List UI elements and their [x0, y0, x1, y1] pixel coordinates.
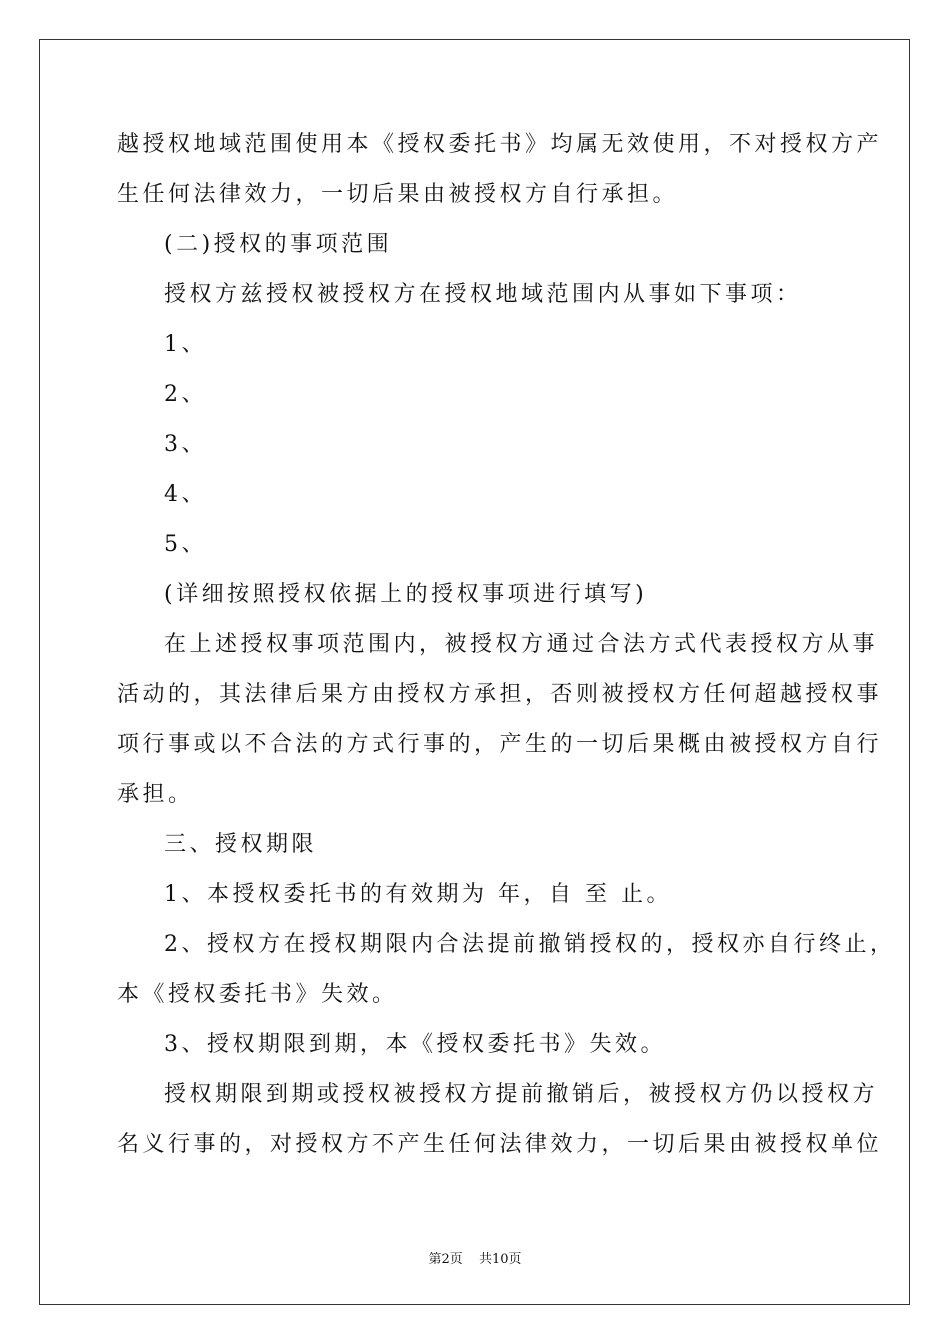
paragraph — [117, 1070, 883, 1170]
paragraph — [117, 370, 837, 420]
text-line: 三、授权期限 — [164, 832, 318, 857]
text-line: 名义行事的，对授权方不产生任何法律效力，一切后果由被授权单位 — [117, 1132, 883, 1157]
page-number: 第2页 — [428, 1252, 463, 1267]
text-line: 授权期限到期或授权被授权方提前撤销后，被授权方仍以授权方 — [164, 1082, 879, 1107]
text-line: 2、 — [164, 382, 207, 407]
paragraph — [117, 220, 837, 270]
text-line: 3、授权期限到期，本《授权委托书》失效。 — [164, 1032, 666, 1057]
paragraph — [117, 320, 837, 370]
text-line: 生任何法律效力，一切后果由被授权方自行承担。 — [117, 182, 679, 207]
text-line: 活动的，其法律后果方由授权方承担，否则被授权方任何超越授权事 — [117, 682, 883, 707]
text-line: 在上述授权事项范围内，被授权方通过合法方式代表授权方从事 — [164, 632, 879, 657]
text-line: 1、 — [164, 332, 207, 357]
paragraph — [117, 420, 837, 470]
text-line: 越授权地域范围使用本《授权委托书》均属无效使用，不对授权方产 — [117, 132, 883, 157]
paragraph — [117, 470, 837, 520]
text-line: 本《授权委托书》失效。 — [117, 982, 398, 1007]
text-line: 承担。 — [117, 782, 194, 807]
paragraph — [117, 520, 837, 570]
paragraph — [117, 620, 883, 820]
page-footer — [0, 1248, 950, 1267]
text-line: 4、 — [164, 482, 207, 507]
text-line: 3、 — [164, 432, 207, 457]
paragraph — [117, 920, 896, 1020]
text-line: 2、授权方在授权期限内合法提前撤销授权的，授权亦自行终止， — [164, 932, 896, 957]
page-total: 共10页 — [478, 1252, 522, 1267]
paragraph — [117, 570, 837, 620]
paragraph — [117, 820, 837, 870]
text-line: 5、 — [164, 532, 207, 557]
text-line: (详细按照授权依据上的授权事项进行填写) — [164, 582, 648, 607]
paragraph — [117, 1020, 837, 1070]
paragraph — [117, 870, 837, 920]
paragraph — [117, 270, 837, 320]
text-line: 授权方兹授权被授权方在授权地域范围内从事如下事项： — [164, 282, 802, 307]
text-line: 项行事或以不合法的方式行事的，产生的一切后果概由被授权方自行 — [117, 732, 883, 757]
paragraph — [117, 120, 883, 220]
text-line: (二)授权的事项范围 — [164, 232, 393, 257]
document-body — [117, 120, 896, 1170]
text-line: 1、本授权委托书的有效期为 年，自 至 止。 — [164, 882, 672, 907]
